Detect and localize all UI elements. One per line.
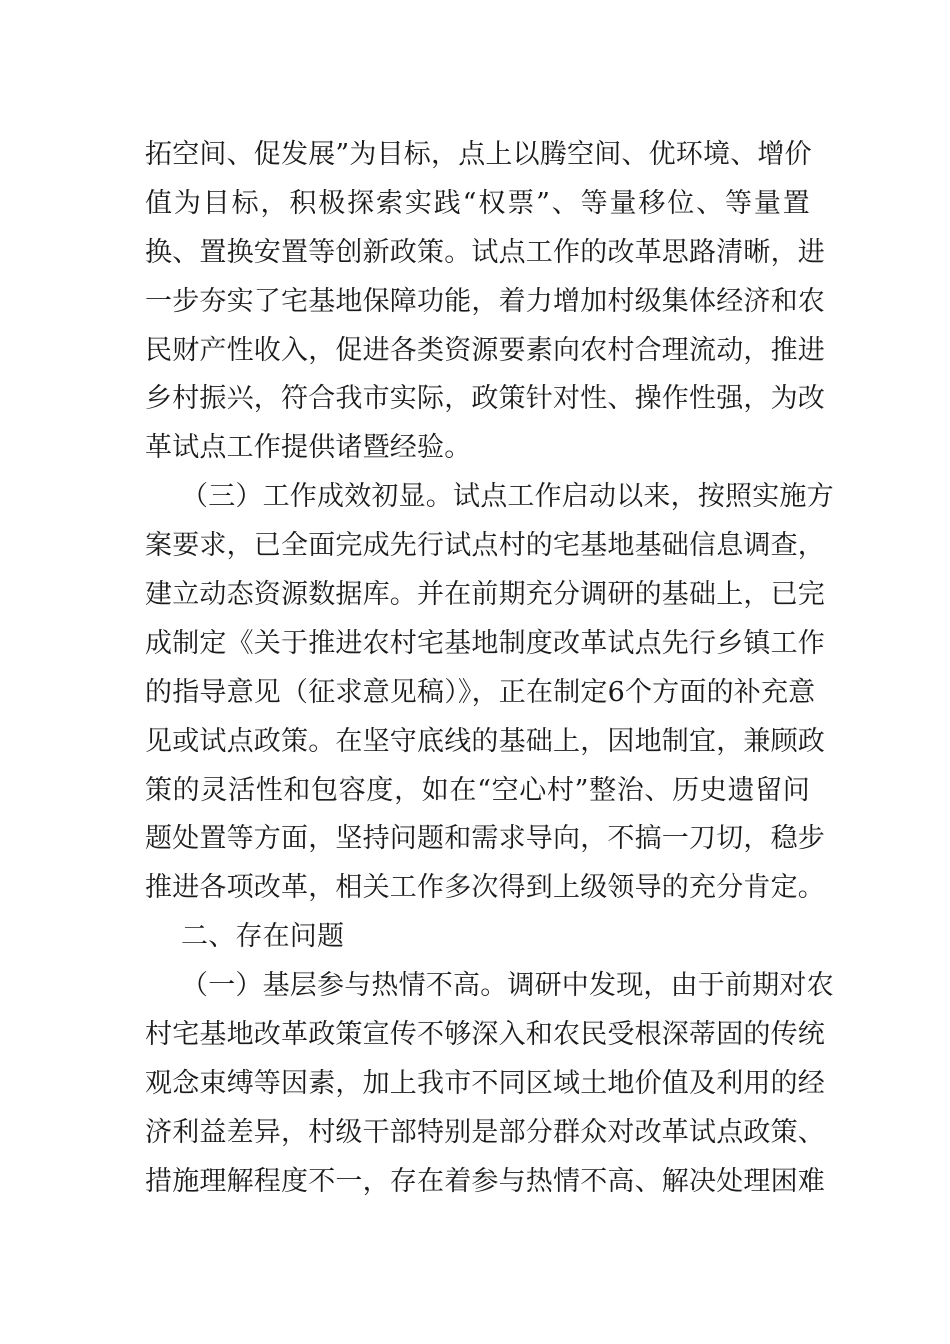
text-line: 值为目标，积极探索实践“权票”、等量移位、等量置 (145, 187, 810, 219)
text-line: 成制定《关于推进农村宅基地制度改革试点先行乡镇工作 (145, 627, 825, 659)
text-line: 一步夯实了宅基地保障功能，着力增加村级集体经济和农 (145, 285, 825, 317)
text-line: 策的灵活性和包容度，如在“空心村”整治、历史遗留问 (145, 774, 810, 806)
text-line: 措施理解程度不一，存在着参与热情不高、解决处理困难 (145, 1165, 825, 1197)
text-line: 的指导意见（征求意见稿）》，正在制定6个方面的补充意 (145, 676, 816, 708)
text-line: 乡村振兴，符合我市实际，政策针对性、操作性强，为改 (145, 383, 825, 415)
text-line: 见或试点政策。在坚守底线的基础上，因地制宜，兼顾政 (145, 725, 825, 757)
text-line: 观念束缚等因素，加上我市不同区域土地价值及利用的经 (145, 1067, 825, 1099)
text-line: 村宅基地改革政策宣传不够深入和农民受根深蒂固的传统 (145, 1019, 825, 1051)
section-heading-line: （三）工作成效初显。试点工作启动以来，按照实施方 (181, 481, 834, 513)
text-line: 换、置换安置等创新政策。试点工作的改革思路清晰，进 (145, 236, 825, 268)
text-line: 拓空间、促发展”为目标，点上以腾空间、优环境、增价 (145, 139, 812, 170)
text-line: 推进各项改革，相关工作多次得到上级领导的充分肯定。 (145, 872, 825, 904)
text-line: 济利益差异，村级干部特别是部分群众对改革试点政策、 (145, 1116, 825, 1148)
body-text (145, 131, 834, 1207)
text-line: 建立动态资源数据库。并在前期充分调研的基础上，已完 (145, 579, 825, 611)
chapter-heading: 二、存在问题 (181, 921, 345, 953)
text-line: 案要求，已全面完成先行试点村的宅基地基础信息调查， (145, 530, 825, 562)
text-line: 革试点工作提供诸暨经验。 (145, 432, 472, 464)
section-heading-line: （一）基层参与热情不高。调研中发现，由于前期对农 (181, 970, 834, 1002)
text-line: 题处置等方面，坚持问题和需求导向，不搞一刀切，稳步 (145, 823, 825, 855)
text-line: 民财产性收入，促进各类资源要素向农村合理流动，推进 (145, 334, 825, 366)
